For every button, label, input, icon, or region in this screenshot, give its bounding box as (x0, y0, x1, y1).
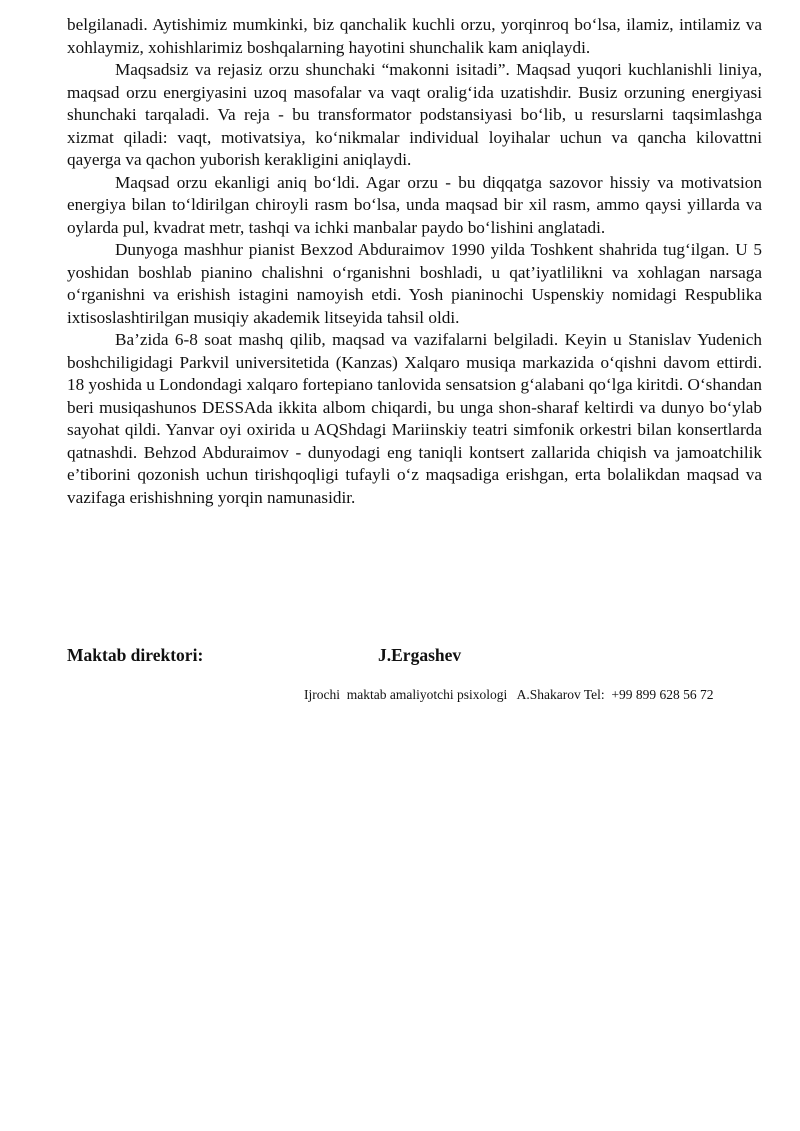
executor-note: Ijrochi maktab amaliyotchi psixologi A.Shakarov Tel: +99 899 628 56 72 (304, 687, 714, 702)
signature-role: Maktab direktori: (67, 645, 204, 665)
signature-name: J.Ergashev (378, 645, 462, 665)
paragraph: Maqsad orzu ekanligi aniq bo‘ldi. Agar orzu - bu diqqatga sazovor hissiy va motivatsion energiya bilan to‘ldirilgan chiroyli rasm bo‘lsa, unda maqsad bir xil rasm, ammo qaysi yillarda va oylarda pul, kvadrat metr, tashqi va ichki manbalar paydo bo‘lishini anglatadi. (67, 172, 762, 237)
paragraph: belgilanadi. Aytishimiz mumkinki, biz qanchalik kuchli orzu, yorqinroq bo‘lsa, ilamiz, intilamiz va xohlaymiz, xohishlarimiz boshqalarning hayotini shunchalik kam aniqlaydi. (67, 15, 762, 57)
paragraph: Ba’zida 6-8 soat mashq qilib, maqsad va vazifalarni belgiladi. Keyin u Stanislav Yudenich boshchiligidagi Parkvil universitetida (Kanzas) Xalqaro musiqa markazida o‘qishni davom ettirdi. 18 yoshida u Londondagi xalqaro fortepiano tanlovida sensatsion g‘alabani qo‘lga kiritdi. O‘shandan beri musiqashunos DESSAda ikkita albom chiqardi, bu unga shon-sharaf keltirdi va dunyo bo‘ylab sayohat qildi. Yanvar oyi oxirida u AQShdagi Mariinskiy teatri simfonik orkestri bilan konsertlarda qatnashdi. Behzod Abduraimov - dunyodagi eng taniqli kontsert zallarida chiqish va jamoatchilik e’tiborini qozonish uchun tirishqoqligi tufayli o‘z maqsadiga erishgan, erta bolalikdan maqsad va vazifaga erishishning yorqin namunasidir. (67, 330, 762, 507)
paragraph: Dunyoga mashhur pianist Bexzod Abduraimov 1990 yilda Toshkent shahrida tug‘ilgan. U 5 yoshidan boshlab pianino chalishni o‘rganishni boshladi, u qat’iyatlilikni va xohlagan narsaga o‘rganishni va erishish istagini namoyish etdi. Yosh pianinochi Uspenskiy nomidagi Respublika ixtisoslashtirilgan musiqiy akademik litseyida tahsil oldi. (67, 240, 762, 327)
paragraph: Maqsadsiz va rejasiz orzu shunchaki “makonni isitadi”. Maqsad yuqori kuchlanishli liniya, maqsad orzu energiyasini uzoq masofalar va vaqt oralig‘ida uzatishdir. Busiz orzuning energiyasi shunchaki tarqaladi. Va reja - bu transformator podstansiyasi bo‘lib, u resurslarni taqsimlashga xizmat qiladi: vaqt, motivatsiya, ko‘nikmalar individual loyihalar uchun va qancha kilovattni qayerga va qachon yuborish kerakligini aniqlaydi. (67, 60, 762, 169)
document-body (67, 14, 762, 509)
